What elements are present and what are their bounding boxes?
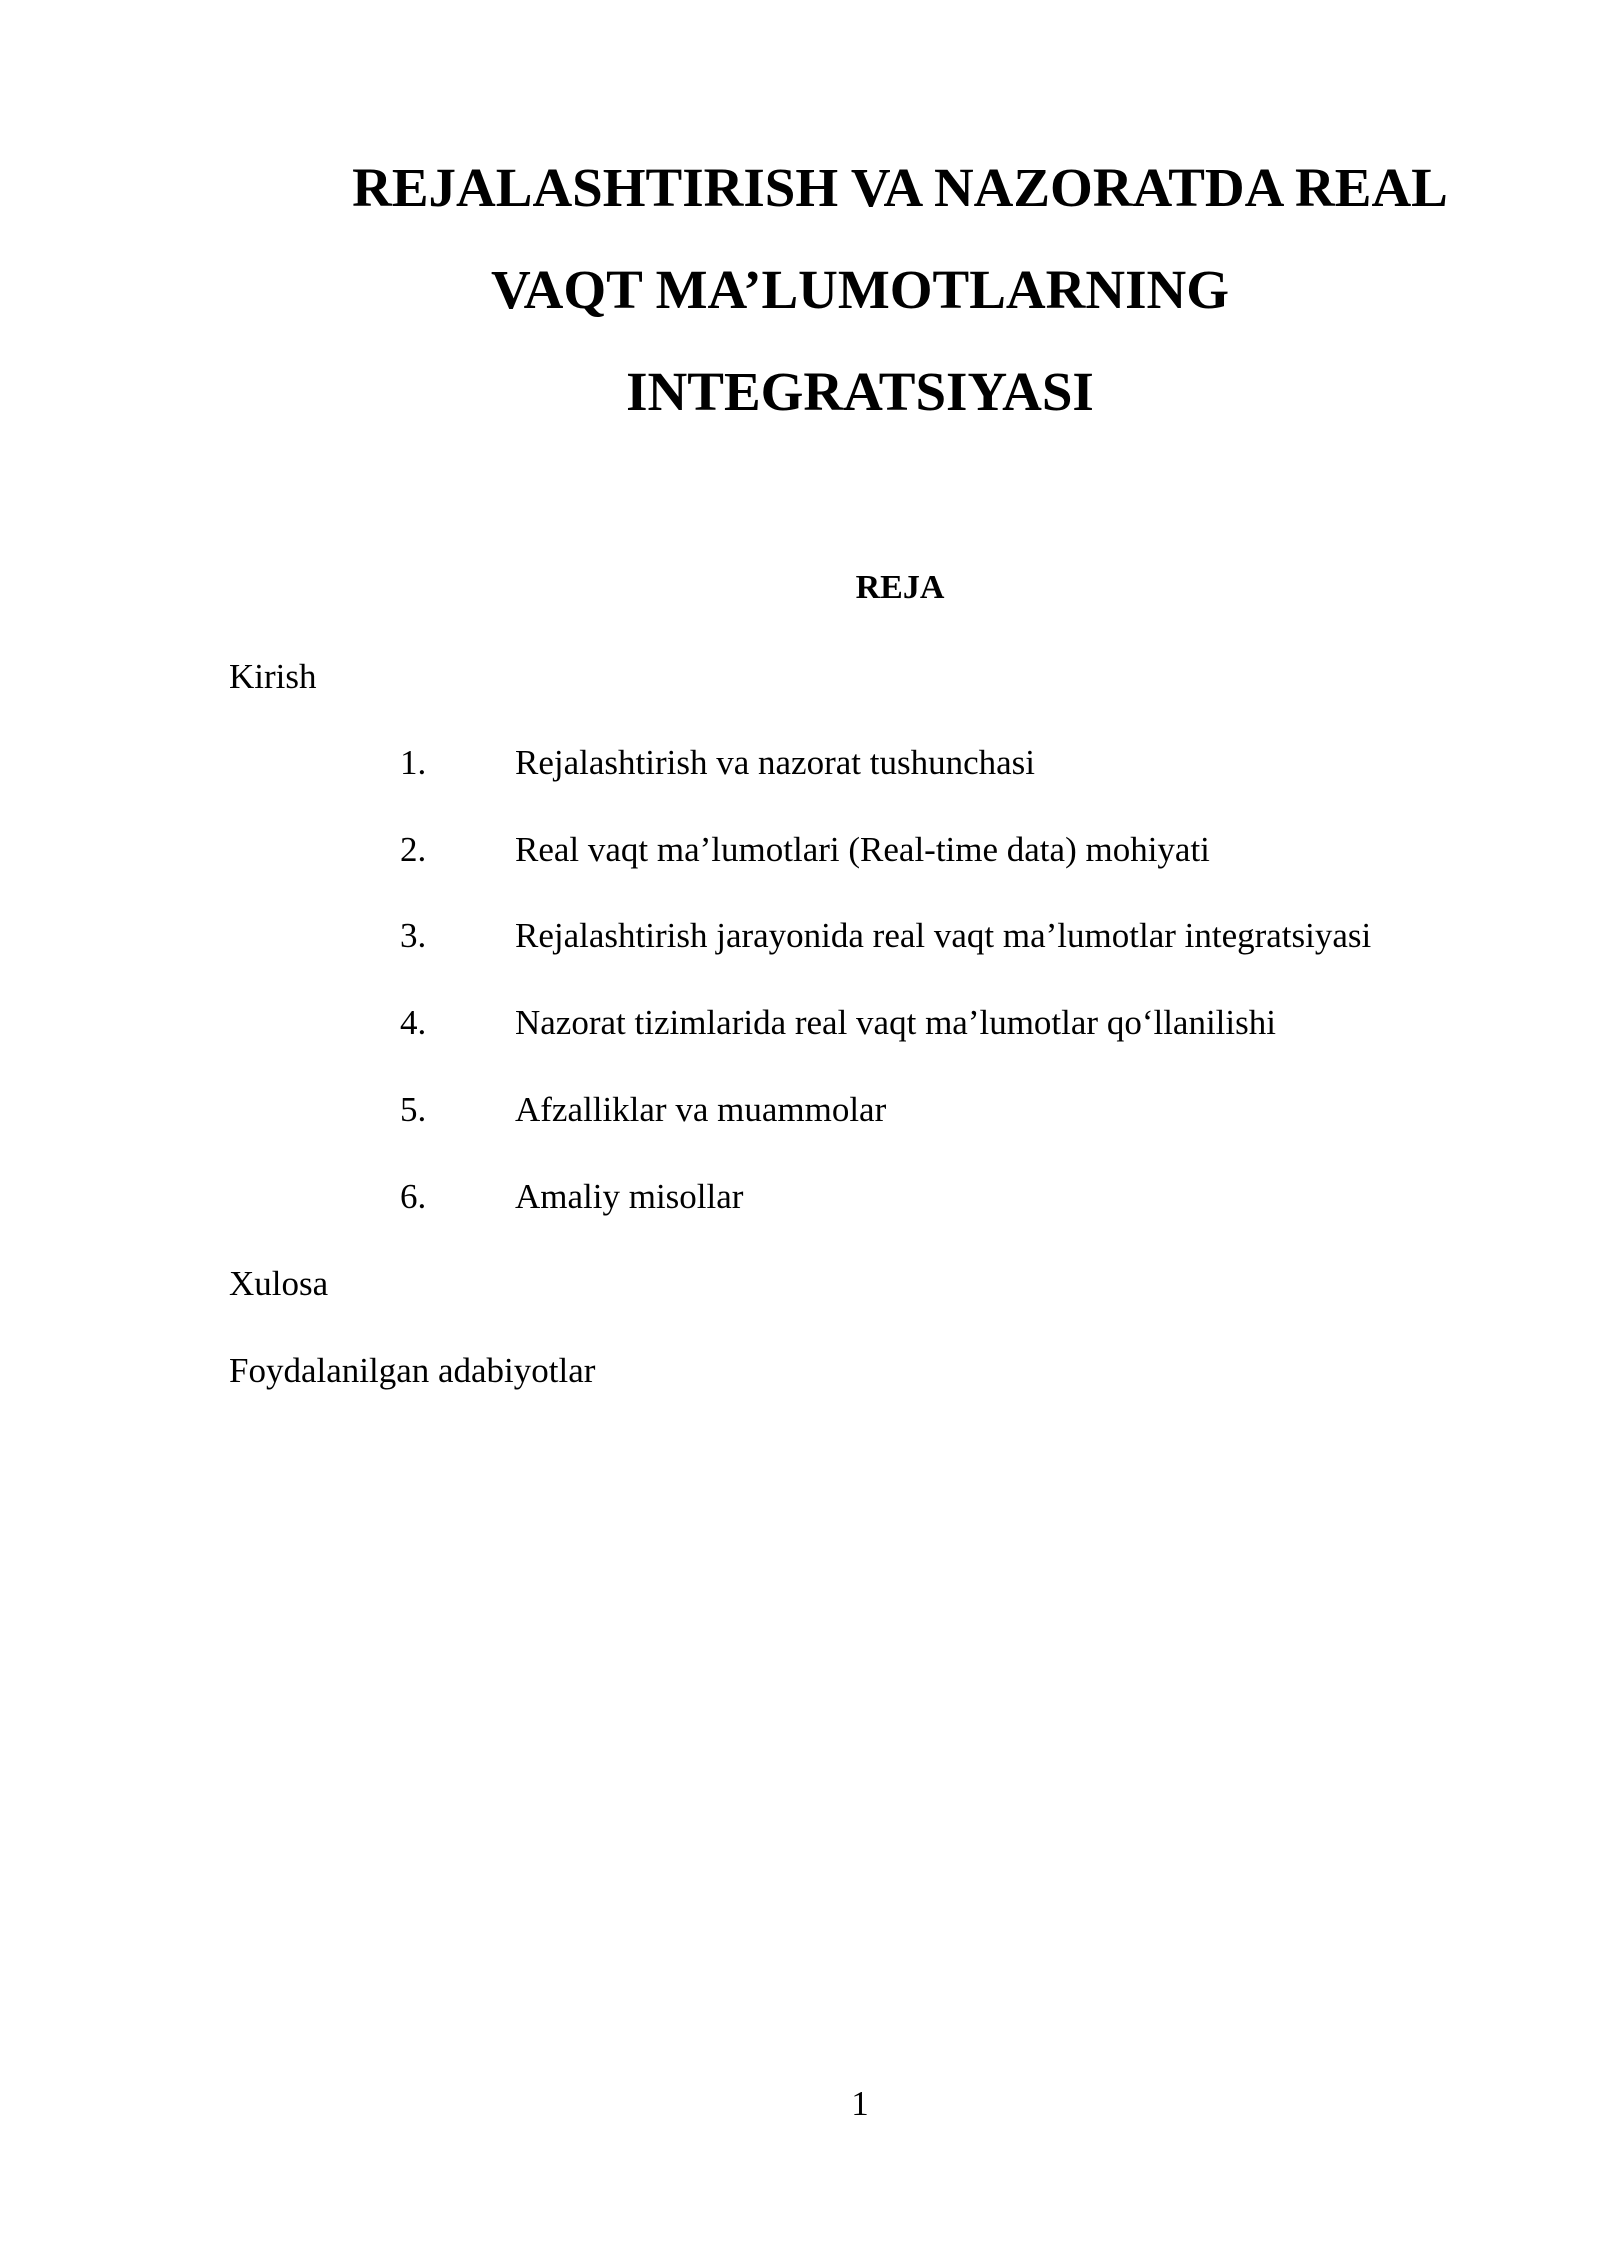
plan-item-text: Amaliy misollar [515,1177,744,1216]
document-title-line-1: REJALASHTIRISH VA NAZORATDA REAL [352,157,1448,218]
plan-item [0,743,1600,783]
page-number: 1 [851,2084,869,2123]
plan-heading: REJA [855,569,945,606]
plan-item-number: 5. [400,1090,427,1129]
plan-item-number: 6. [400,1177,427,1216]
plan-item-number: 4. [400,1003,427,1042]
plan-item-number: 2. [400,830,427,869]
plan-item [0,1003,1600,1043]
intro-label: Kirish [229,657,317,696]
plan-item-text: Rejalashtirish va nazorat tushunchasi [515,743,1035,782]
plan-item-number: 3. [400,916,427,955]
plan-item [0,916,1600,956]
plan-item [0,1177,1600,1217]
plan-item-text: Afzalliklar va muammolar [515,1090,887,1129]
plan-item-text: Rejalashtirish jarayonida real vaqt ma’lumotlar integratsiyasi [515,916,1372,955]
references-label: Foydalanilgan adabiyotlar [229,1351,596,1390]
document-title-line-3: INTEGRATSIYASI [626,361,1094,422]
plan-item [0,1090,1600,1130]
conclusion-label: Xulosa [229,1264,329,1303]
plan-item-text: Nazorat tizimlarida real vaqt ma’lumotlar qo‘llanilishi [515,1003,1276,1042]
plan-item-text: Real vaqt ma’lumotlari (Real-time data) mohiyati [515,830,1210,869]
document-title-line-2: VAQT MA’LUMOTLARNING [491,259,1229,320]
plan-item-number: 1. [400,743,427,782]
plan-item [0,830,1600,870]
